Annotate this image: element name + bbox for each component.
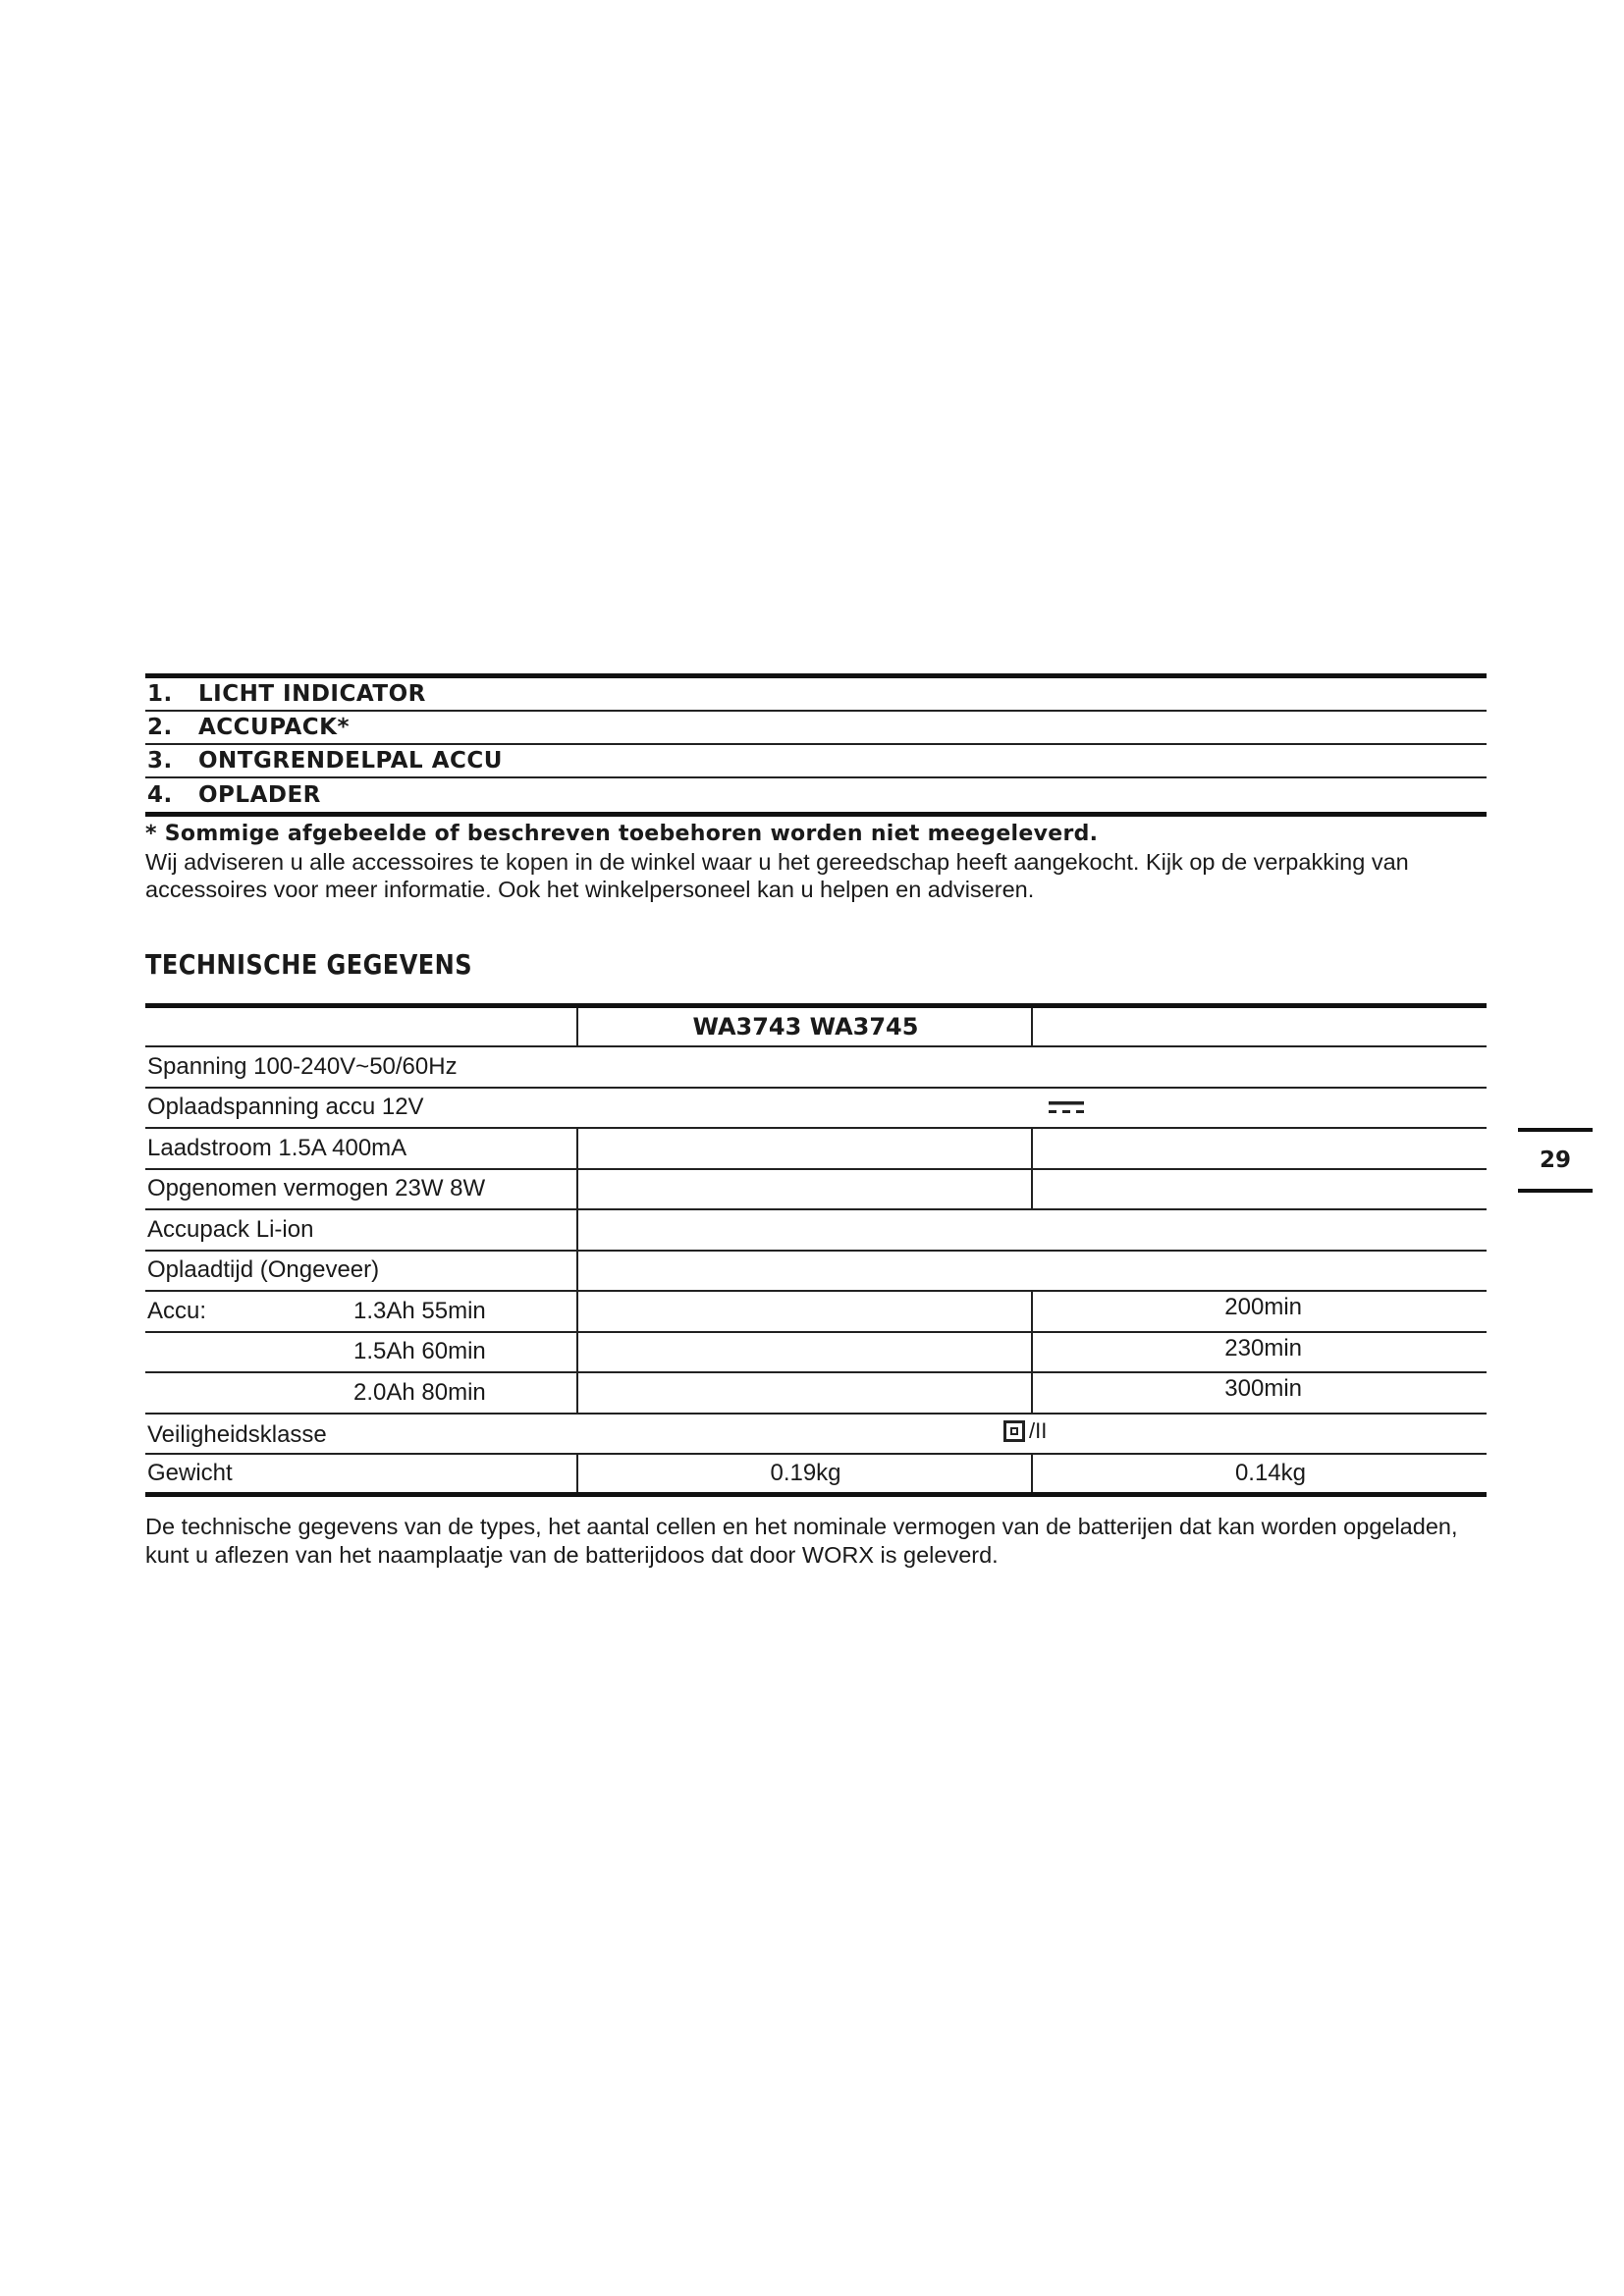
accessories-note-text: Wij adviseren u alle accessoires te kopen in de winkel waar u het gereedschap heeft aangekocht. Kijk op de verpakking van accessoires voor meer informatie. Ook het winkelpersoneel kan u helpen en adviseren. [145, 849, 1409, 902]
parts-item [145, 678, 1487, 712]
gewicht-value-1: 0.19kg [577, 1454, 1032, 1495]
row-spanning [145, 1046, 1487, 1088]
row-accu-2 [145, 1332, 577, 1373]
table-row [145, 1046, 1487, 1088]
table-row [145, 1088, 1487, 1129]
accu-spec: 1.3Ah 55min [353, 1297, 486, 1324]
parts-item-number: 1. [147, 681, 173, 707]
table-row [145, 1251, 1487, 1292]
accu-spec: 2.0Ah 80min [353, 1378, 486, 1406]
parts-item-label: LICHT INDICATOR [198, 681, 426, 707]
parts-list [145, 673, 1487, 817]
section-title: TECHNISCHE GEGEVENS [145, 948, 472, 981]
parts-item-number: 4. [147, 782, 173, 808]
accessories-note-heading: * Sommige afgebeelde of beschreven toebehoren worden niet meegeleverd. [145, 822, 1099, 846]
parts-item-label: OPLADER [198, 782, 321, 808]
row-label: Veiligheidsklasse [147, 1420, 327, 1448]
gewicht-value-2: 0.14kg [1032, 1454, 1487, 1495]
table-header-row [145, 1006, 1487, 1047]
accu-time: 200min [1032, 1291, 1487, 1332]
row-gewicht: Gewicht [145, 1454, 577, 1495]
row-laadstroom: Laadstroom 1.5A 400mA [145, 1128, 577, 1169]
table-row [145, 1209, 1487, 1251]
accu-time: 300min [1032, 1372, 1487, 1414]
accu-label: Accu: [147, 1297, 207, 1324]
accu-spec: 1.5Ah 60min [353, 1338, 486, 1365]
double-insulation-icon [1003, 1420, 1025, 1442]
dc-current-icon [1047, 1098, 1086, 1118]
parts-item-label: ACCUPACK* [198, 715, 351, 740]
table-row [145, 1372, 1487, 1414]
table-row [145, 1414, 1487, 1455]
accu-time: 230min [1032, 1332, 1487, 1373]
footer-paragraph: De technische gegevens van de types, het aantal cellen en het nominale vermogen van de batterijen dat kan worden opgeladen, kunt u aflezen van het naamplaatje van de batterijdoos dat door WORX is geleverd. [145, 1514, 1458, 1568]
table-row [145, 1169, 1487, 1210]
parts-item [145, 712, 1487, 745]
row-oplaadtijd: Oplaadtijd (Ongeveer) [145, 1251, 577, 1292]
parts-item-number: 3. [147, 748, 173, 774]
table-row [145, 1291, 1487, 1332]
table-row [145, 1332, 1487, 1373]
row-oplaadspanning [145, 1088, 1487, 1129]
row-accu-1 [145, 1291, 577, 1332]
table-row [145, 1454, 1487, 1495]
spec-table [145, 1003, 1487, 1497]
model-header: WA3743 WA3745 [577, 1006, 1032, 1047]
table-row [145, 1128, 1487, 1169]
parts-item [145, 778, 1487, 812]
row-vermogen: Opgenomen vermogen 23W 8W [145, 1169, 577, 1210]
safety-class-value: /II [1003, 1418, 1047, 1444]
parts-item-number: 2. [147, 715, 173, 740]
row-veiligheid [145, 1414, 1487, 1455]
row-accu-3 [145, 1372, 577, 1414]
row-label: Oplaadspanning accu 12V [147, 1094, 424, 1121]
row-label: Spanning 100-240V~50/60Hz [147, 1052, 458, 1080]
parts-item [145, 745, 1487, 778]
page-number: 29 [1518, 1128, 1593, 1193]
row-accupack: Accupack Li-ion [145, 1209, 577, 1251]
parts-item-label: ONTGRENDELPAL ACCU [198, 748, 503, 774]
accessories-note [145, 821, 1490, 903]
